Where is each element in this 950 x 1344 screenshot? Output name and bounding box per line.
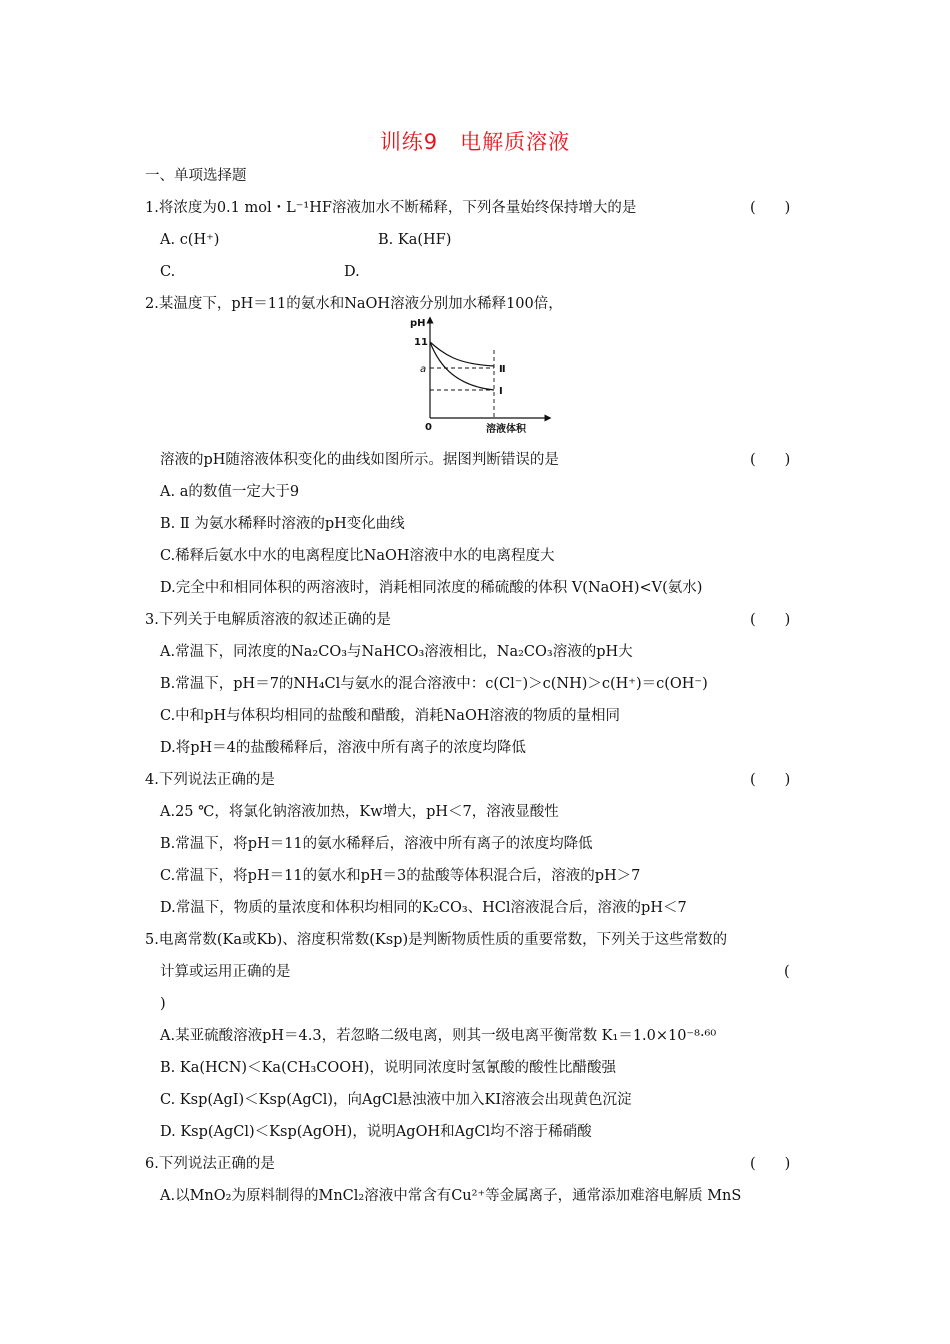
x-axis-label: 溶液体积	[486, 424, 526, 435]
question-4-option-b: B.常温下，将pH＝11的氨水稀释后，溶液中所有离子的浓度均降低	[160, 836, 593, 852]
question-5-stem: 5.电离常数(Ka或Kb)、溶度积常数(Ksp)是判断物质性质的重要常数，下列关于这些常数的	[145, 932, 728, 948]
question-1-answer-paren: ( )	[750, 200, 791, 216]
curve-ii	[430, 342, 494, 366]
question-5-paren-open: (	[784, 964, 790, 980]
question-2-stem: 2.某温度下，pH＝11的氨水和NaOH溶液分别加水稀释100倍，	[145, 296, 563, 312]
page-title: 训练9 电解质溶液	[379, 130, 571, 154]
question-6-option-a: A.以MnO₂为原料制得的MnCl₂溶液中常含有Cu²⁺等金属离子，通常添加难溶电解质 MnS	[160, 1188, 742, 1204]
question-4-option-c: C.常温下，将pH＝11的氨水和pH＝3的盐酸等体积混合后，溶液的pH＞7	[160, 868, 641, 884]
question-3-option-a: A.常温下，同浓度的Na₂CO₃与NaHCO₃溶液相比，Na₂CO₃溶液的pH大	[160, 644, 633, 660]
question-1-stem: 1.将浓度为0.1 mol・L⁻¹HF溶液加水不断稀释，下列各量始终保持增大的是	[145, 200, 637, 216]
question-1-option-b: B. Ka(HF)	[378, 232, 452, 248]
question-2-answer-paren: ( )	[750, 452, 791, 468]
question-5-stem-continued: 计算或运用正确的是	[160, 964, 291, 980]
curve-ii-label: Ⅱ	[499, 364, 506, 375]
y-tick-a: a	[420, 364, 427, 375]
y-tick-11: 11	[414, 337, 428, 348]
question-2-option-c: C.稀释后氨水中水的电离程度比NaOH溶液中水的电离程度大	[160, 548, 555, 564]
question-5-paren-close: )	[160, 996, 166, 1012]
question-3-stem: 3.下列关于电解质溶液的叙述正确的是	[145, 612, 391, 628]
question-2-option-b: B. Ⅱ 为氨水稀释时溶液的pH变化曲线	[160, 516, 405, 532]
question-3-option-b: B.常温下，pH＝7的NH₄Cl与氨水的混合溶液中：c(Cl⁻)＞c(NH)＞c(H⁺)＝c(OH⁻)	[160, 676, 708, 692]
question-6-stem: 6.下列说法正确的是	[145, 1156, 275, 1172]
question-2-stem-continued: 溶液的pH随溶液体积变化的曲线如图所示。据图判断错误的是	[160, 452, 559, 468]
question-5-option-b: B. Ka(HCN)＜Ka(CH₃COOH)，说明同浓度时氢氰酸的酸性比醋酸强	[160, 1060, 616, 1076]
question-4-option-d: D.常温下，物质的量浓度和体积均相同的K₂CO₃、HCl溶液混合后，溶液的pH＜7	[160, 900, 687, 916]
question-4-stem: 4.下列说法正确的是	[145, 772, 275, 788]
question-3-option-c: C.中和pH与体积均相同的盐酸和醋酸，消耗NaOH溶液的物质的量相同	[160, 708, 620, 724]
question-5-option-d: D. Ksp(AgCl)＜Ksp(AgOH)，说明AgOH和AgCl均不溶于稀硝酸	[160, 1124, 592, 1140]
question-6-answer-paren: ( )	[750, 1156, 791, 1172]
section-heading: 一、单项选择题	[145, 168, 247, 184]
question-1-option-a: A. c(H⁺)	[160, 232, 220, 248]
question-5-option-c: C. Ksp(AgI)＜Ksp(AgCl)，向AgCl悬浊液中加入KI溶液会出现黄色沉淀	[160, 1092, 632, 1108]
question-1-option-d: D.	[344, 264, 360, 280]
curve-i-label: Ⅰ	[499, 386, 503, 397]
question-2-option-a: A. a的数值一定大于9	[160, 484, 300, 500]
question-3-option-d: D.将pH＝4的盐酸稀释后，溶液中所有离子的浓度均降低	[160, 740, 526, 756]
question-4-option-a: A.25 ℃，将氯化钠溶液加热，Kw增大，pH＜7，溶液显酸性	[160, 804, 559, 820]
question-4-answer-paren: ( )	[750, 772, 791, 788]
question-5-option-a: A.某亚硫酸溶液pH＝4.3，若忽略二级电离，则其一级电离平衡常数 K₁＝1.0×10⁻⁸·⁶⁰	[160, 1028, 717, 1044]
question-1-option-c: C.	[160, 264, 176, 280]
question-3-answer-paren: ( )	[750, 612, 791, 628]
ph-dilution-graph	[400, 314, 560, 438]
y-axis-label: pH	[410, 318, 426, 329]
origin-label: 0	[425, 422, 432, 433]
question-2-option-d: D.完全中和相同体积的两溶液时，消耗相同浓度的稀硫酸的体积 V(NaOH)<V(氨水)	[160, 580, 703, 596]
